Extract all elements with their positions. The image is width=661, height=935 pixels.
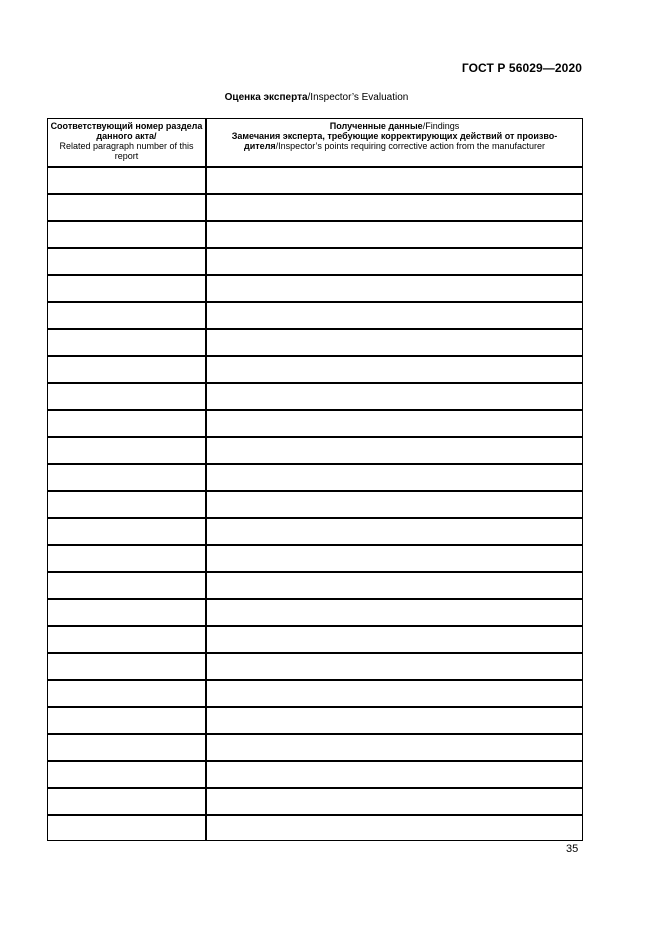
paragraph-number-cell[interactable] — [48, 437, 207, 464]
table-row — [48, 518, 583, 545]
paragraph-number-cell[interactable] — [48, 410, 207, 437]
header-col2-line2-en: /Inspector’s points requiring corrective action from the manufacturer — [275, 141, 545, 151]
paragraph-number-cell[interactable] — [48, 275, 207, 302]
paragraph-number-cell[interactable] — [48, 491, 207, 518]
findings-cell[interactable] — [206, 248, 583, 275]
paragraph-number-cell[interactable] — [48, 734, 207, 761]
table-row — [48, 302, 583, 329]
findings-cell[interactable] — [206, 518, 583, 545]
findings-cell[interactable] — [206, 356, 583, 383]
header-col1-ru: Соответствующий номер раздела данного акта/ — [50, 121, 203, 141]
paragraph-number-cell[interactable] — [48, 653, 207, 680]
findings-cell[interactable] — [206, 410, 583, 437]
table-row — [48, 761, 583, 788]
paragraph-number-cell[interactable] — [48, 329, 207, 356]
findings-cell[interactable] — [206, 653, 583, 680]
findings-cell[interactable] — [206, 302, 583, 329]
findings-cell[interactable] — [206, 437, 583, 464]
table-header-row — [48, 119, 583, 168]
table-row — [48, 815, 583, 841]
table-row — [48, 437, 583, 464]
findings-cell[interactable] — [206, 221, 583, 248]
evaluation-table — [47, 118, 583, 841]
table-row — [48, 248, 583, 275]
findings-cell[interactable] — [206, 275, 583, 302]
paragraph-number-cell[interactable] — [48, 788, 207, 815]
document-code: ГОСТ Р 56029—2020 — [461, 61, 582, 75]
section-title — [0, 92, 633, 103]
page-number: 35 — [566, 843, 579, 855]
findings-cell[interactable] — [206, 761, 583, 788]
section-title-en: /Inspector’s Evaluation — [307, 92, 409, 103]
table-row — [48, 167, 583, 194]
findings-cell[interactable] — [206, 626, 583, 653]
section-title-ru: Оценка эксперта — [224, 92, 308, 103]
table-row — [48, 734, 583, 761]
findings-cell[interactable] — [206, 464, 583, 491]
paragraph-number-cell[interactable] — [48, 221, 207, 248]
paragraph-number-cell[interactable] — [48, 194, 207, 221]
table-row — [48, 653, 583, 680]
header-col2-line1-ru: Полученные данные — [329, 121, 423, 131]
table-row — [48, 680, 583, 707]
paragraph-number-cell[interactable] — [48, 815, 207, 841]
table-row — [48, 221, 583, 248]
header-col1-en: Related paragraph number of this report — [59, 141, 194, 161]
findings-cell[interactable] — [206, 680, 583, 707]
paragraph-number-cell[interactable] — [48, 248, 207, 275]
paragraph-number-cell[interactable] — [48, 356, 207, 383]
header-paragraph-number — [48, 119, 207, 168]
table-row — [48, 572, 583, 599]
table-row — [48, 275, 583, 302]
table-row — [48, 707, 583, 734]
table-row — [48, 356, 583, 383]
paragraph-number-cell[interactable] — [48, 545, 207, 572]
table-row — [48, 626, 583, 653]
paragraph-number-cell[interactable] — [48, 599, 207, 626]
header-col2-line1-en: /Findings — [422, 121, 460, 131]
findings-cell[interactable] — [206, 329, 583, 356]
findings-cell[interactable] — [206, 707, 583, 734]
table-row — [48, 194, 583, 221]
findings-cell[interactable] — [206, 491, 583, 518]
header-findings — [206, 119, 583, 168]
paragraph-number-cell[interactable] — [48, 383, 207, 410]
table-row — [48, 599, 583, 626]
findings-cell[interactable] — [206, 734, 583, 761]
paragraph-number-cell[interactable] — [48, 518, 207, 545]
paragraph-number-cell[interactable] — [48, 464, 207, 491]
table-row — [48, 383, 583, 410]
findings-cell[interactable] — [206, 572, 583, 599]
findings-cell[interactable] — [206, 599, 583, 626]
findings-cell[interactable] — [206, 383, 583, 410]
paragraph-number-cell[interactable] — [48, 680, 207, 707]
table-row — [48, 464, 583, 491]
header-col2-line2-ru: Замечания эксперта, требующие корректирующих действий от произво-дителя — [231, 131, 558, 151]
paragraph-number-cell[interactable] — [48, 572, 207, 599]
findings-cell[interactable] — [206, 194, 583, 221]
paragraph-number-cell[interactable] — [48, 167, 207, 194]
paragraph-number-cell[interactable] — [48, 761, 207, 788]
paragraph-number-cell[interactable] — [48, 626, 207, 653]
table-row — [48, 410, 583, 437]
findings-cell[interactable] — [206, 167, 583, 194]
table-row — [48, 545, 583, 572]
findings-cell[interactable] — [206, 788, 583, 815]
paragraph-number-cell[interactable] — [48, 707, 207, 734]
findings-cell[interactable] — [206, 815, 583, 841]
table-row — [48, 329, 583, 356]
table-row — [48, 788, 583, 815]
table-row — [48, 491, 583, 518]
paragraph-number-cell[interactable] — [48, 302, 207, 329]
findings-cell[interactable] — [206, 545, 583, 572]
